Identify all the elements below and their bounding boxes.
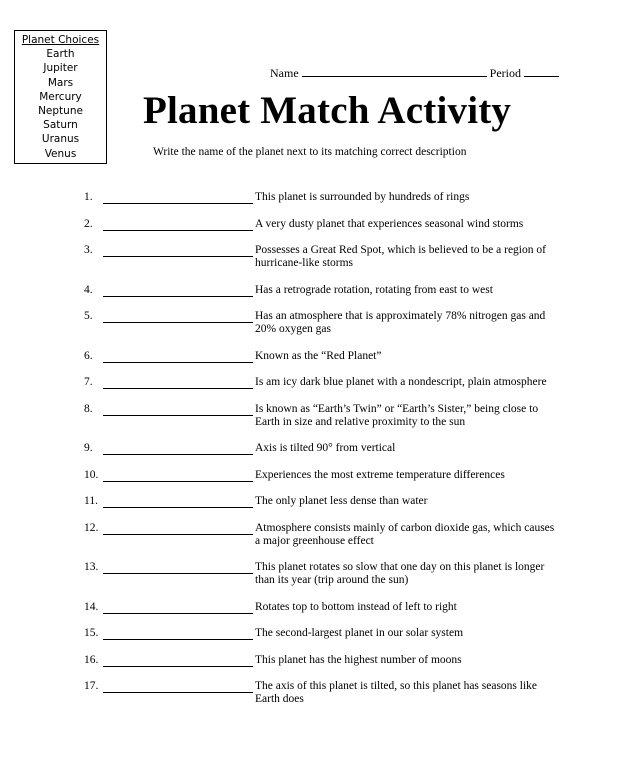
question-number: 3. [84,244,93,256]
question-number: 13. [84,561,99,573]
answer-blank[interactable] [103,442,253,455]
question-item [84,654,564,681]
planet-choice: Saturn [43,119,78,132]
question-number: 1. [84,191,93,203]
planet-choice: Earth [46,48,75,61]
question-number: 12. [84,521,99,534]
planet-choices-heading: Planet Choices [21,34,100,46]
question-description: This planet has the highest number of moons [255,653,462,666]
question-item [84,191,564,218]
question-description: Rotates top to bottom instead of left to right [255,600,457,613]
name-field[interactable] [302,66,487,77]
period-field[interactable] [524,66,559,77]
planet-choices-list [15,47,106,161]
question-description: Possesses a Great Red Spot, which is believed to be a region of hurricane-like storms [255,244,546,269]
question-item [84,376,564,403]
question-number: 15. [84,627,99,639]
question-number: 8. [84,402,93,415]
planet-choice: Venus [44,147,77,160]
answer-blank[interactable] [103,654,253,667]
question-number: 6. [84,349,93,362]
name-label: Name [270,66,299,80]
question-item [84,680,564,720]
question-number: 2. [84,217,93,230]
question-number: 17. [84,680,99,692]
planet-choice: Mercury [39,90,82,103]
answer-blank[interactable] [103,601,253,614]
question-item [84,218,564,245]
question-description: Has a retrograde rotation, rotating from east to west [255,283,493,296]
question-description: Has an atmosphere that is approximately 78% nitrogen gas and 20% oxygen gas [255,310,546,335]
question-item [84,561,564,601]
answer-blank[interactable] [103,244,253,257]
question-description: The only planet less dense than water [255,495,428,507]
question-item [84,310,564,350]
page-title: Planet Match Activity [143,89,512,132]
question-item [84,601,564,628]
question-number: 9. [84,442,93,454]
question-description: Is am icy dark blue planet with a nondescript, plain atmosphere [255,376,547,388]
question-item [84,522,564,562]
question-number: 16. [84,653,99,666]
planet-choice: Uranus [41,133,80,146]
question-description: The second-largest planet in our solar system [255,627,464,639]
answer-blank[interactable] [103,680,253,693]
question-item [84,495,564,522]
planet-choice: Mars [47,76,74,89]
answer-blank[interactable] [103,627,253,640]
period-label: Period [489,66,521,80]
name-period-row [270,66,559,81]
answer-blank[interactable] [103,350,253,363]
question-number: 7. [84,376,93,388]
question-number: 5. [84,310,93,322]
answer-blank[interactable] [103,218,253,231]
question-item [84,442,564,469]
question-item [84,284,564,311]
question-description: The axis of this planet is tilted, so this planet has seasons like Earth does [255,680,538,705]
question-description: Axis is tilted 90° from vertical [255,442,396,454]
answer-blank[interactable] [103,522,253,535]
question-description: Is known as “Earth’s Twin” or “Earth’s Sister,” being close to Earth in size and relative proximity to the sun [255,402,539,428]
instructions: Write the name of the planet next to its matching correct description [153,146,467,158]
answer-blank[interactable] [103,310,253,323]
question-description: A very dusty planet that experiences seasonal wind storms [255,217,524,230]
answer-blank[interactable] [103,376,253,389]
answer-blank[interactable] [103,284,253,297]
question-number: 10. [84,468,99,481]
question-number: 11. [84,495,98,507]
question-description: Experiences the most extreme temperature differences [255,468,505,481]
question-description: Known as the “Red Planet” [255,349,382,362]
planet-choice: Jupiter [43,62,78,75]
question-description: This planet is surrounded by hundreds of rings [255,191,470,203]
answer-blank[interactable] [103,403,253,416]
planet-choice: Neptune [38,105,83,118]
question-item [84,469,564,496]
question-list [84,191,564,720]
question-number: 14. [84,600,99,613]
answer-blank[interactable] [103,495,253,508]
question-item [84,350,564,377]
planet-choices-box [14,30,107,164]
question-number: 4. [84,283,93,296]
question-item [84,627,564,654]
question-item [84,244,564,284]
answer-blank[interactable] [103,469,253,482]
question-description: Atmosphere consists mainly of carbon dioxide gas, which causes a major greenhouse effect [255,521,555,547]
question-item [84,403,564,443]
answer-blank[interactable] [103,191,253,204]
question-description: This planet rotates so slow that one day on this planet is longer than its year (trip around the sun) [255,561,545,586]
answer-blank[interactable] [103,561,253,574]
